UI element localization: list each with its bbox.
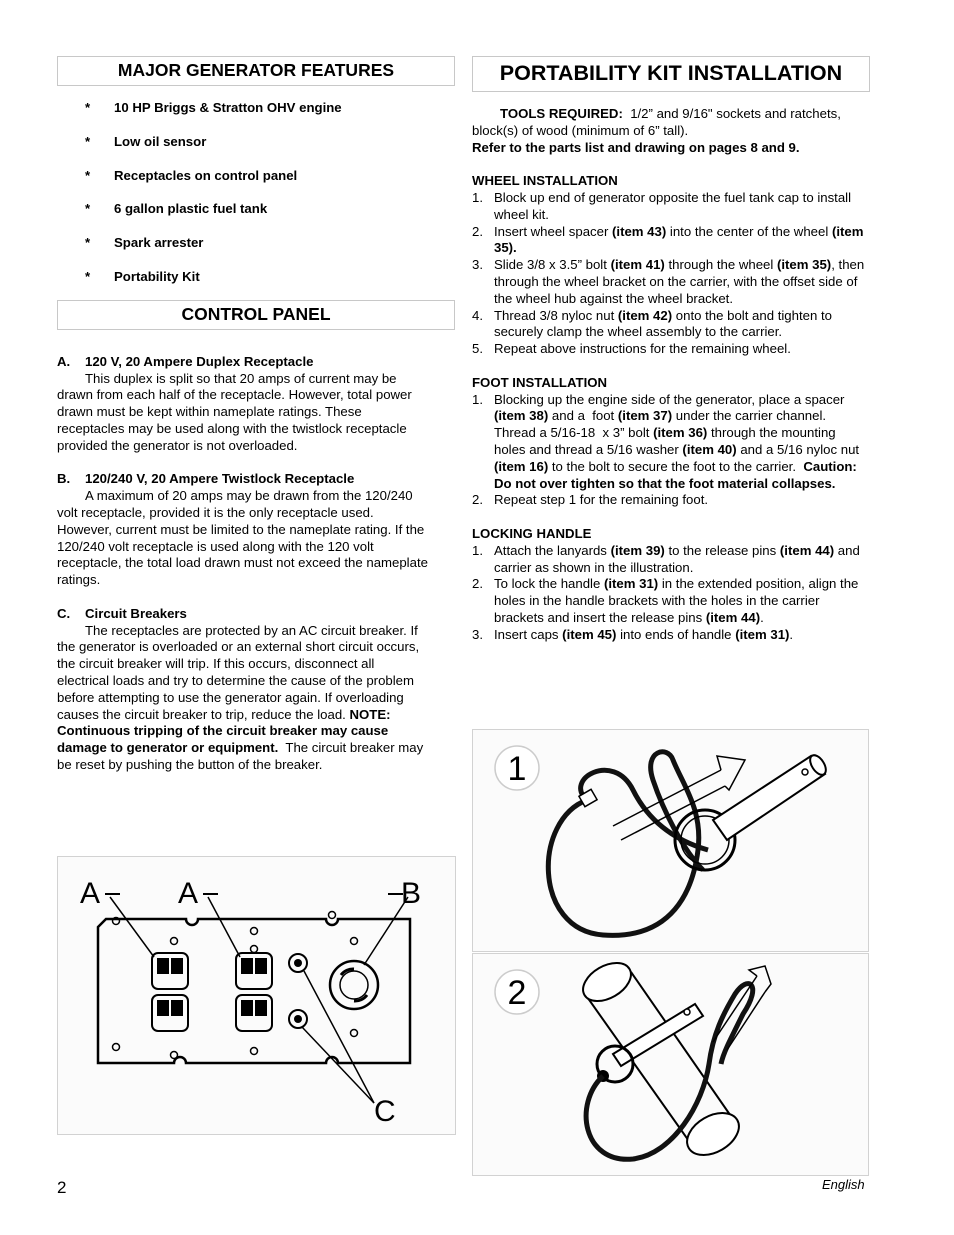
pin-in-handle-illustration bbox=[473, 954, 868, 1175]
text-line: the circuit breaker will trip. If this occurs, disconnect all bbox=[57, 656, 375, 672]
text-line: drawn must be kept within nameplate ratings. These bbox=[57, 404, 362, 420]
text-line: 120/240 volt receptacle is used along with the 120 volt bbox=[57, 538, 374, 554]
section-b bbox=[57, 471, 455, 589]
section-letter: B. bbox=[57, 471, 71, 487]
control-panel-figure bbox=[57, 856, 456, 1135]
section-title: 120 V, 20 Ampere Duplex Receptacle bbox=[85, 353, 314, 369]
figure-number: 1 bbox=[507, 750, 527, 788]
page-number: 2 bbox=[57, 1178, 67, 1197]
label-a2: A bbox=[178, 877, 199, 910]
list-item: 1. Block up end of generator opposite the fuel tank cap to install wheel kit. bbox=[472, 189, 852, 222]
text-line: The receptacles are protected by an AC circuit breaker. If bbox=[85, 622, 418, 638]
note-label: NOTE: bbox=[349, 706, 391, 722]
list-item: * 6 gallon plastic fuel tank bbox=[85, 201, 268, 217]
figure-2 bbox=[472, 953, 869, 1176]
list-item: 2. Repeat step 1 for the remaining foot. bbox=[472, 492, 709, 508]
text-line: provided the generator is not overloaded. bbox=[57, 437, 298, 453]
wheel-installation-title: WHEEL INSTALLATION bbox=[472, 173, 618, 189]
text-line: the generator is overloaded or an external short circuit occurs, bbox=[57, 639, 420, 655]
list-item: 2. Insert wheel spacer (item 43) into the center of the wheel (item 35). bbox=[472, 223, 864, 256]
list-item: * Portability Kit bbox=[85, 268, 200, 284]
left-column bbox=[57, 56, 455, 774]
label-c: C bbox=[374, 1095, 396, 1128]
control-panel-illustration bbox=[58, 857, 455, 1134]
text-line: before attempting to use the generator again. If overloading bbox=[57, 689, 404, 705]
figure-number: 2 bbox=[507, 974, 527, 1012]
list-item: * 10 HP Briggs & Stratton OHV engine bbox=[85, 100, 342, 115]
text-line: This duplex is split so that 20 amps of current may be bbox=[85, 370, 397, 386]
language-label: English bbox=[822, 1177, 865, 1192]
section-letter: C. bbox=[57, 605, 71, 621]
text-line: A maximum of 20 amps may be drawn from the 120/240 bbox=[85, 488, 413, 504]
refer-note: Refer to the parts list and drawing on pages 8 and 9. bbox=[472, 139, 800, 155]
handle-steps bbox=[472, 543, 870, 644]
label-b: B bbox=[401, 877, 422, 910]
wheel-steps bbox=[472, 190, 870, 358]
text-line: receptacle, the total load drawn must not exceed the nameplate bbox=[57, 555, 428, 571]
note-text: Continuous tripping of the circuit breaker may cause bbox=[57, 723, 389, 739]
text-line: causes the circuit breaker to trip, reduce the load. bbox=[57, 706, 346, 722]
text-line: receptacles may be used along with the twistlock receptacle bbox=[57, 420, 407, 436]
list-item: * Receptacles on control panel bbox=[85, 167, 298, 183]
section-title: 120/240 V, 20 Ampere Twistlock Receptacle bbox=[85, 471, 355, 487]
text-line: The circuit breaker may bbox=[285, 740, 424, 756]
list-item: 3. Insert caps (item 45) into ends of handle (item 31). bbox=[472, 626, 794, 642]
section-letter: A. bbox=[57, 353, 71, 369]
tools-label: TOOLS REQUIRED: bbox=[500, 106, 623, 121]
list-item: * Spark arrester bbox=[85, 235, 204, 251]
control-panel-heading: CONTROL PANEL bbox=[57, 300, 455, 330]
foot-steps bbox=[472, 392, 870, 510]
figure-1 bbox=[472, 729, 869, 952]
list-item: 3. Slide 3/8 x 3.5” bolt (item 41) through the wheel (item 35), then through the wheel bracket on the carrier, with the offset side of the wheel hub against the wheel bracket. bbox=[472, 257, 865, 306]
right-column bbox=[472, 56, 870, 644]
list-item: 4. Thread 3/8 nyloc nut (item 42) onto the bolt and tighten to securely clamp the wheel assembly to the carrier. bbox=[472, 307, 832, 340]
section-title: Circuit Breakers bbox=[85, 605, 187, 621]
text-line: electrical loads and try to determine the cause of the problem bbox=[57, 672, 414, 688]
features-heading: MAJOR GENERATOR FEATURES bbox=[57, 56, 455, 86]
features-list bbox=[57, 100, 455, 303]
list-item: * Low oil sensor bbox=[85, 133, 207, 149]
text-line: 1/2” and 9/16" sockets and ratchets, bbox=[630, 106, 841, 121]
section-a bbox=[57, 354, 455, 455]
text-line: block(s) of wood (minimum of 6” tall). bbox=[472, 122, 689, 138]
portability-heading: PORTABILITY KIT INSTALLATION bbox=[472, 56, 870, 92]
note-text: damage to generator or equipment. bbox=[57, 740, 279, 756]
lanyard-pin-illustration bbox=[473, 730, 868, 951]
text-line: drawn from each half of the receptacle. However, total power bbox=[57, 387, 412, 403]
list-item: 5. Repeat above instructions for the remaining wheel. bbox=[472, 341, 791, 357]
text-line: be reset by pushing the button of the breaker. bbox=[57, 756, 323, 772]
label-a1: A bbox=[80, 877, 101, 910]
list-item: 2. To lock the handle (item 31) in the extended position, align the holes in the handle brackets with the holes in the carrier brackets and insert the release pins (item 44). bbox=[472, 576, 859, 625]
list-item: 1. Blocking up the engine side of the generator, place a spacer (item 38) and a foot (item 37) under the carrier channel. Thread a 5/16-18 x 3” bolt (item 36) through the mounting holes and thread a 5/16 washer (item 40) and a 5/16 nyloc nut (item 16) to the bolt to secure the foot to the carrier. Caution: Do not over tighten so that the foot material collapses. bbox=[472, 391, 860, 491]
text-line: ratings. bbox=[57, 572, 101, 588]
list-item: 1. Attach the lanyards (item 39) to the release pins (item 44) and carrier as shown in the illustration. bbox=[472, 542, 860, 575]
section-c bbox=[57, 606, 455, 774]
foot-installation-title: FOOT INSTALLATION bbox=[472, 374, 608, 390]
text-line: However, current must be limited to the nameplate rating. If the bbox=[57, 521, 425, 537]
locking-handle-title: LOCKING HANDLE bbox=[472, 525, 592, 541]
text-line: volt receptacle, provided it is the only receptacle used. bbox=[57, 504, 374, 520]
